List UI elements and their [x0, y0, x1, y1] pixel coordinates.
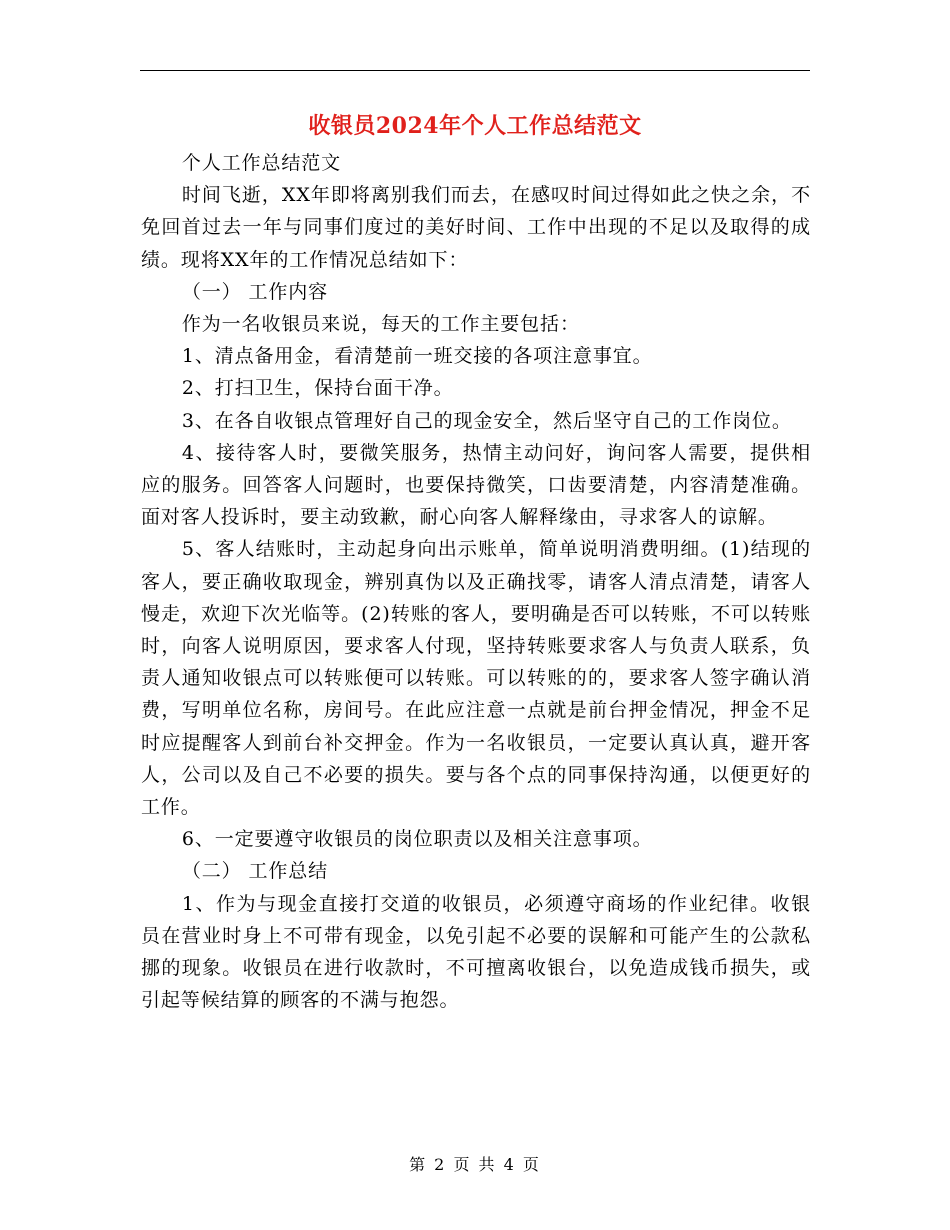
section-heading: （一） 工作内容	[181, 280, 329, 303]
document-title: 收银员2024年个人工作总结范文	[308, 113, 642, 139]
paragraph: 作为一名收银员来说，每天的工作主要包括：	[181, 313, 580, 336]
list-item: 4、接待客人时，要微笑服务，热情主动问好，询问客人需要，提供相应的服务。回答客人问题时，也要保持微笑，口齿要清楚，内容清楚准确。面对客人投诉时，要主动致歉，耐心向客人解释缘由，寻求客人的谅解。	[141, 441, 811, 529]
header-rule	[140, 70, 810, 71]
list-item: 6、一定要遵守收银员的岗位职责以及相关注意事项。	[181, 828, 653, 851]
page-number: 第 2 页 共 4 页	[409, 1155, 541, 1174]
list-item: 3、在各自收银点管理好自己的现金安全，然后坚守自己的工作岗位。	[181, 409, 792, 432]
list-item: 1、清点备用金，看清楚前一班交接的各项注意事宜。	[181, 345, 653, 368]
list-item: 2、打扫卫生，保持台面干净。	[181, 377, 454, 400]
paragraph: 时间飞逝，XX年即将离别我们而去，在感叹时间过得如此之快之余，不免回首过去一年与同事们度过的美好时间、工作中出现的不足以及取得的成绩。现将XX年的工作情况总结如下：	[141, 184, 811, 271]
paragraph: 个人工作总结范文	[181, 152, 342, 174]
list-item: 1、作为与现金直接打交道的收银员，必须遵守商场的作业纪律。收银员在营业时身上不可带有现金，以免引起不必要的误解和可能产生的公款私挪的现象。收银员在进行收款时，不可擅离收银台，以免造成钱币损失，或引起等候结算的顾客的不满与抱怨。	[141, 892, 811, 1012]
section-heading: （二） 工作总结	[181, 860, 329, 883]
document-body	[141, 147, 811, 1016]
list-item: 5、客人结账时，主动起身向出示账单，简单说明消费明细。(1)结现的客人，要正确收取现金，辨别真伪以及正确找零，请客人清点清楚，请客人慢走，欢迎下次光临等。(2)转账的客人，要明确是否可以转账，不可以转账时，向客人说明原因，要求客人付现，坚持转账要求客人与负责人联系，负责人通知收银点可以转账便可以转账。可以转账的的，要求客人签字确认消费，写明单位名称，房间号。在此应注意一点就是前台押金情况，押金不足时应提醒客人到前台补交押金。作为一名收银员，一定要认真认真，避开客人，公司以及自己不必要的损失。要与各个点的同事保持沟通，以便更好的工作。	[141, 538, 811, 819]
